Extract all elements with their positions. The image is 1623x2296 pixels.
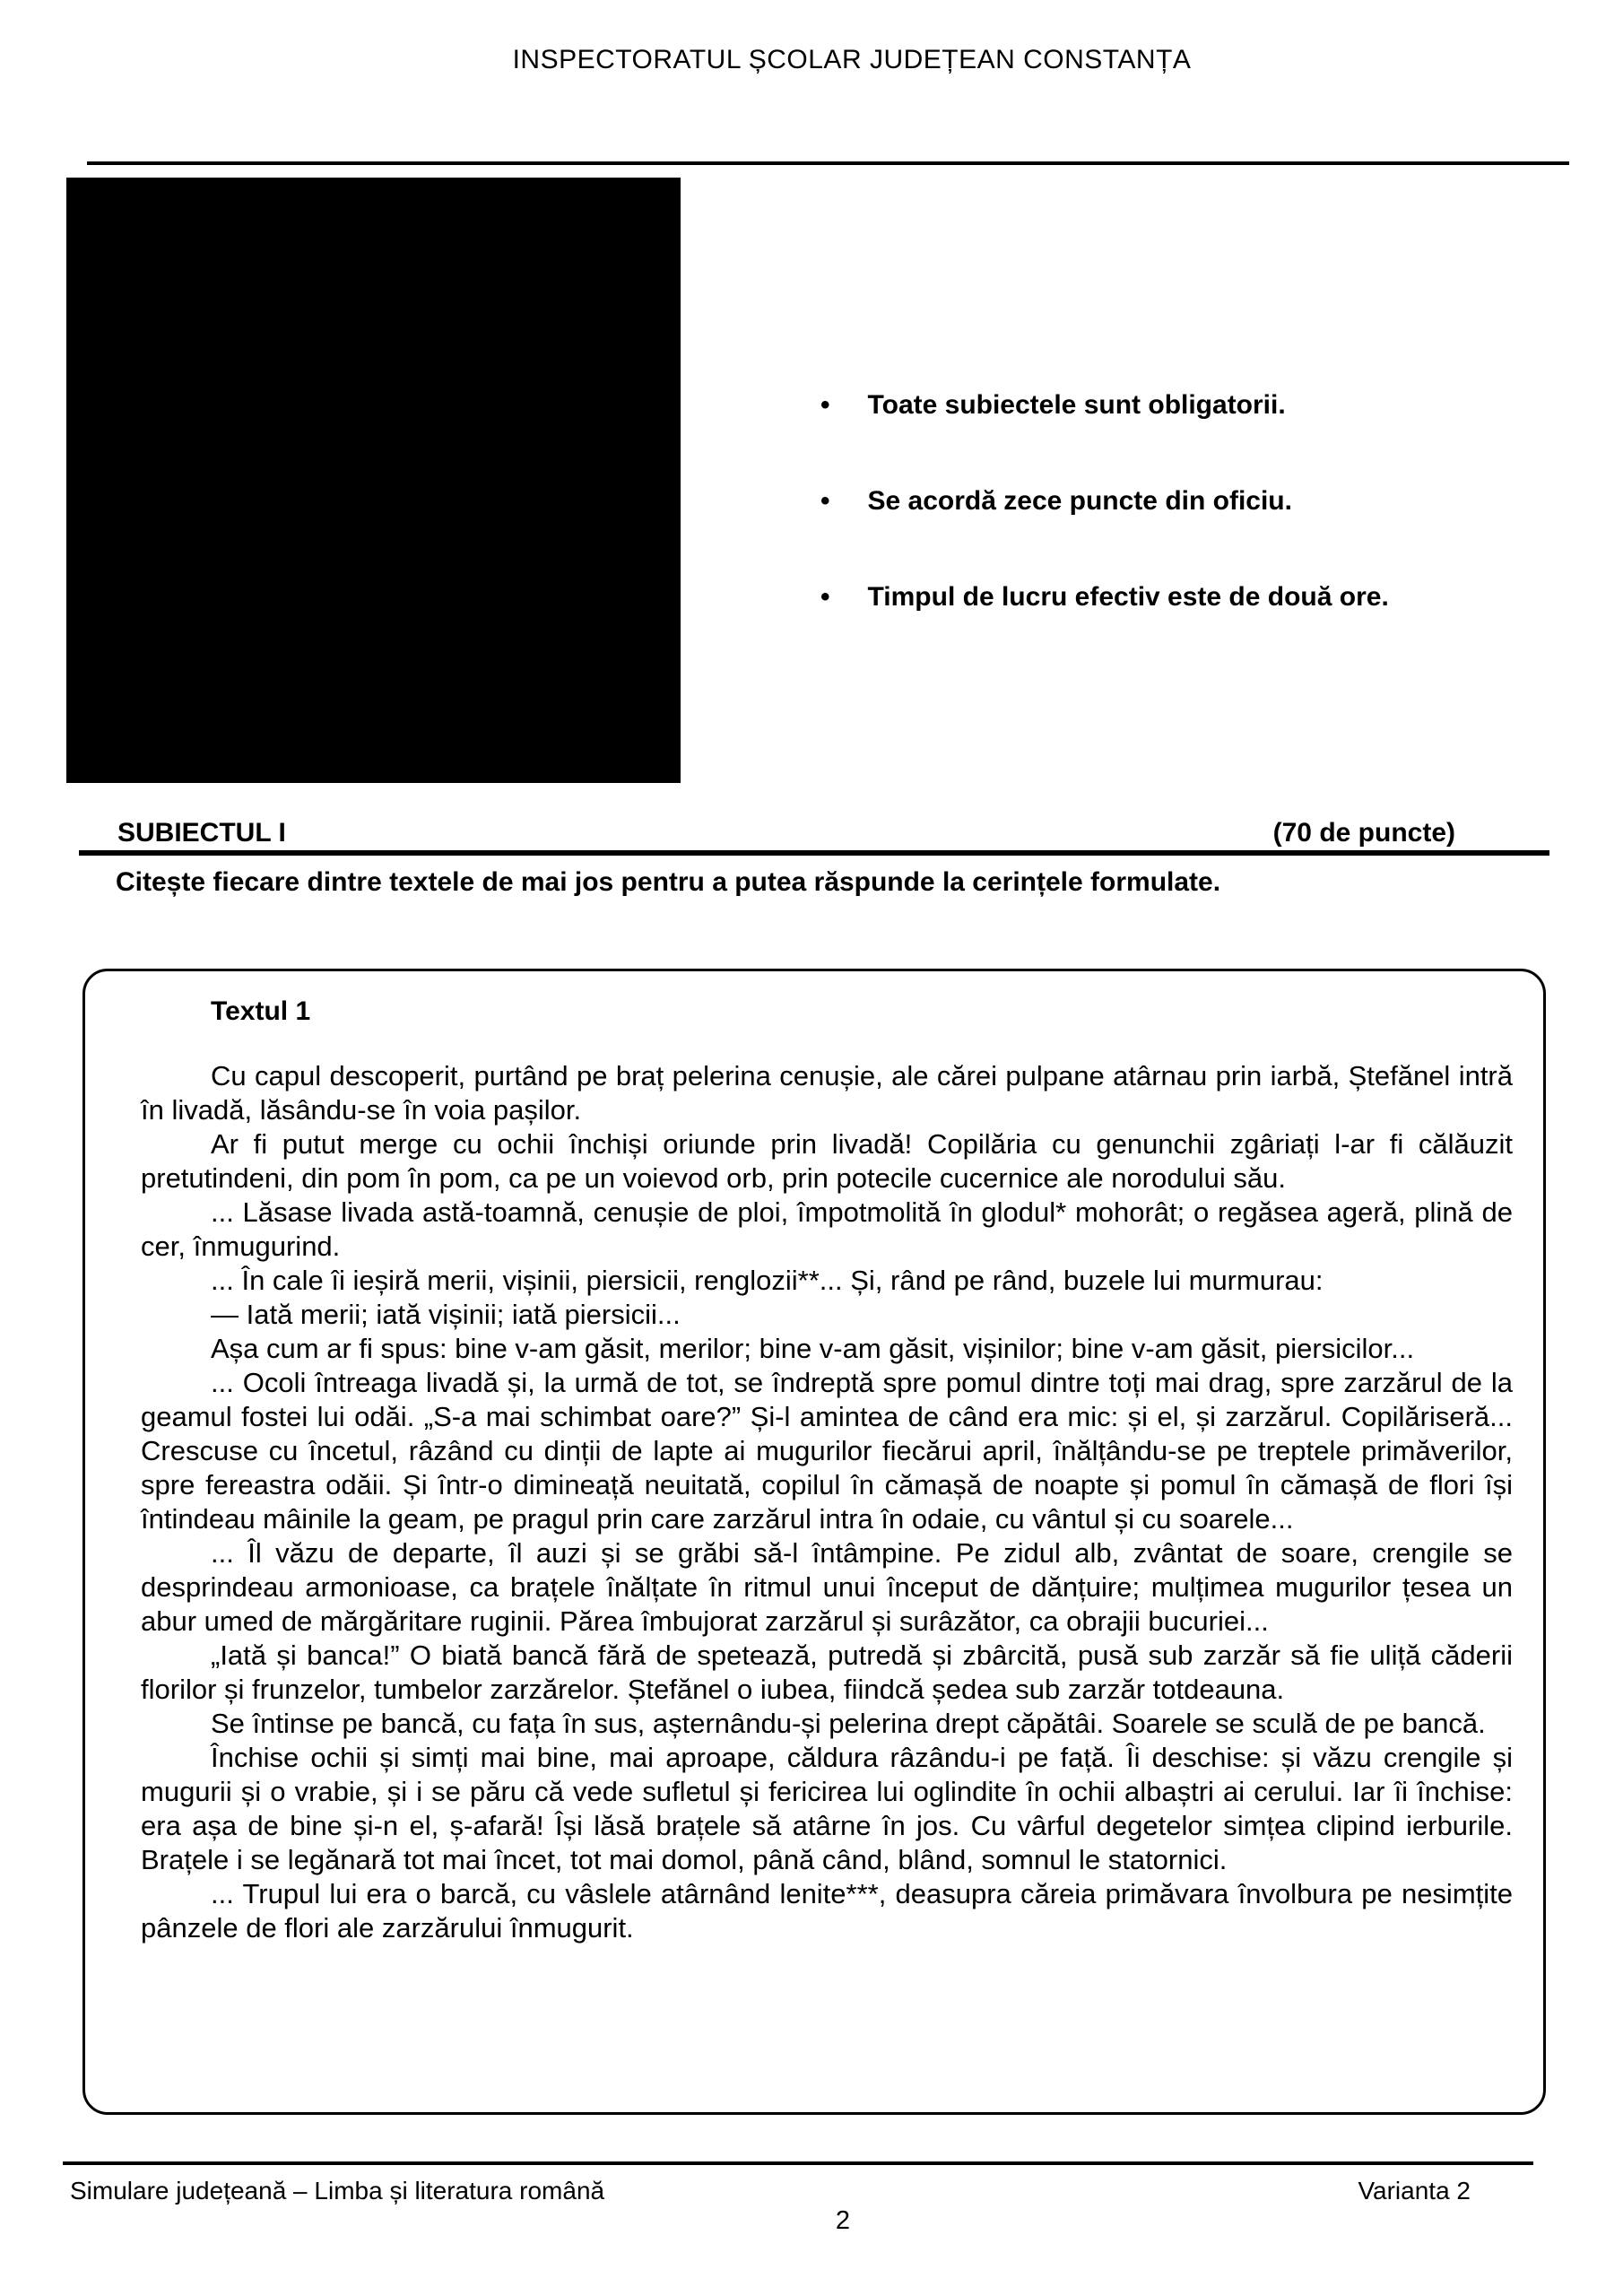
header-divider xyxy=(87,161,1569,165)
exam-notice-list xyxy=(820,388,1389,614)
paragraph: — Iată merii; iată vișinii; iată piersicii... xyxy=(211,1299,681,1330)
list-item xyxy=(820,580,1389,614)
paragraph: Ar fi putut merge cu ochii închiși oriunde prin livadă! Copilăria cu genunchii zgâriați l-ar fi călăuzit pretutindeni, din pom în pom, ca pe un voievod orb, prin potecile cucernice ale norodului său. xyxy=(141,1128,1513,1194)
subject-header xyxy=(117,818,1455,848)
paragraph: ... Trupul lui era o barcă, cu vâslele atârnând lenite***, deasupra căreia primăvara învolbura pe nesimțite pânzele de flori ale zarzărului înmugurit. xyxy=(141,1878,1513,1944)
text-frame xyxy=(82,969,1546,2115)
text-heading: Textul 1 xyxy=(211,996,311,1026)
page-footer xyxy=(70,2176,1471,2206)
list-item xyxy=(820,388,1389,422)
bullet-icon: • xyxy=(820,486,830,516)
paragraph: ... Îl văzu de departe, îl auzi și se grăbi să-l întâmpine. Pe zidul alb, zvântat de soare, crengile se desprindeau armonioase, ca brațele înălțate în ritmul unui început de dănțuire; mulțimea mugurilor țesea un abur umed de mărgăritare ruginii. Părea îmbujorat zarzărul și surâzător, ca obrajii bucuriei... xyxy=(141,1537,1513,1637)
page-header-title: INSPECTORATUL ȘCOLAR JUDEȚEAN CONSTANȚA xyxy=(512,45,1192,74)
page-number: 2 xyxy=(835,2206,851,2235)
paragraph: Închise ochii și simți mai bine, mai aproape, căldura râzându-i pe față. Îi deschise: și văzu crengile și mugurii și o vrabie, și i se păru că vede sufletul și fericirea lui oglindite în ochii albaștri ai cerului. Iar îi închise: era așa de bine și-n el, ș-afară! Își lăsă brațele să atârne în jos. Cu vârful degetelor simțea clipind ierburile. Brațele i se legănară tot mai încet, tot mai domol, până când, blând, somnul le statornici. xyxy=(141,1742,1513,1875)
paragraph: ... Ocoli întreaga livadă și, la urmă de tot, se îndreptă spre pomul dintre toți mai drag, spre zarzărul de la geamul fostei lui odăi. „S-a mai schimbat oare?” Și-l amintea de când era mic: și el, și zarzărul. Copilăriseră... Crescuse cu încetul, râzând cu dinții de lapte ai mugurilor fiecărui april, înălțându-se pe treptele primăverilor, spre fereastra odăii. Și într-o dimineață neuitată, copilul în cămașă de noapte și pomul în cămașă de flori își întindeau mâinile la geam, pe pragul prin care zarzărul intra în odaie, cu vântul și cu soarele... xyxy=(141,1367,1513,1535)
footer-left-text: Simulare județeană – Limba și literatura română xyxy=(70,2177,605,2205)
paragraph: ... În cale îi ieșiră merii, vișinii, piersicii, renglozii**... Și, rând pe rând, buzele lui murmurau: xyxy=(211,1265,1324,1296)
subject-points: (70 de puncte) xyxy=(1272,818,1455,848)
paragraph: „Iată și banca!” O biată bancă fără de spetează, putredă și zbârcită, pusă sub zarzăr să fie uliță căderii florilor și frunzelor, tumbelor zarzărelor. Ștefănel o iubea, fiindcă ședea sub zarzăr totdeauna. xyxy=(141,1639,1513,1705)
subject-divider xyxy=(79,850,1549,856)
paragraph: Se întinse pe bancă, cu fața în sus, așternându-și pelerina drept căpătâi. Soarele se sculă de pe bancă. xyxy=(211,1708,1486,1739)
footer-right-text: Varianta 2 xyxy=(1358,2177,1471,2205)
footer-divider xyxy=(63,2161,1533,2165)
bullet-icon: • xyxy=(820,582,830,612)
subject-instruction: Citește fiecare dintre textele de mai jos pentru a putea răspunde la cerințele formulate. xyxy=(116,867,1221,897)
bullet-icon: • xyxy=(820,390,830,420)
list-item xyxy=(820,484,1389,518)
notice-text: Timpul de lucru efectiv este de două ore. xyxy=(867,582,1389,612)
notice-text: Se acordă zece puncte din oficiu. xyxy=(867,486,1292,516)
paragraph: ... Lăsase livada astă-toamnă, cenușie de ploi, împotmolită în glodul* mohorât; o regăsea ageră, plină de cer, înmugurind. xyxy=(141,1196,1513,1262)
paragraph: Așa cum ar fi spus: bine v-am găsit, merilor; bine v-am găsit, vișinilor; bine v-am găsit, piersicilor... xyxy=(211,1333,1415,1364)
paragraph: Cu capul descoperit, purtând pe braț pelerina cenușie, ale cărei pulpane atârnau prin iarbă, Ștefănel intră în livadă, lăsându-se în voia pașilor. xyxy=(141,1060,1513,1126)
subject-title: SUBIECTUL I xyxy=(117,818,286,848)
notice-text: Toate subiectele sunt obligatorii. xyxy=(867,390,1286,420)
redacted-block xyxy=(66,178,681,783)
